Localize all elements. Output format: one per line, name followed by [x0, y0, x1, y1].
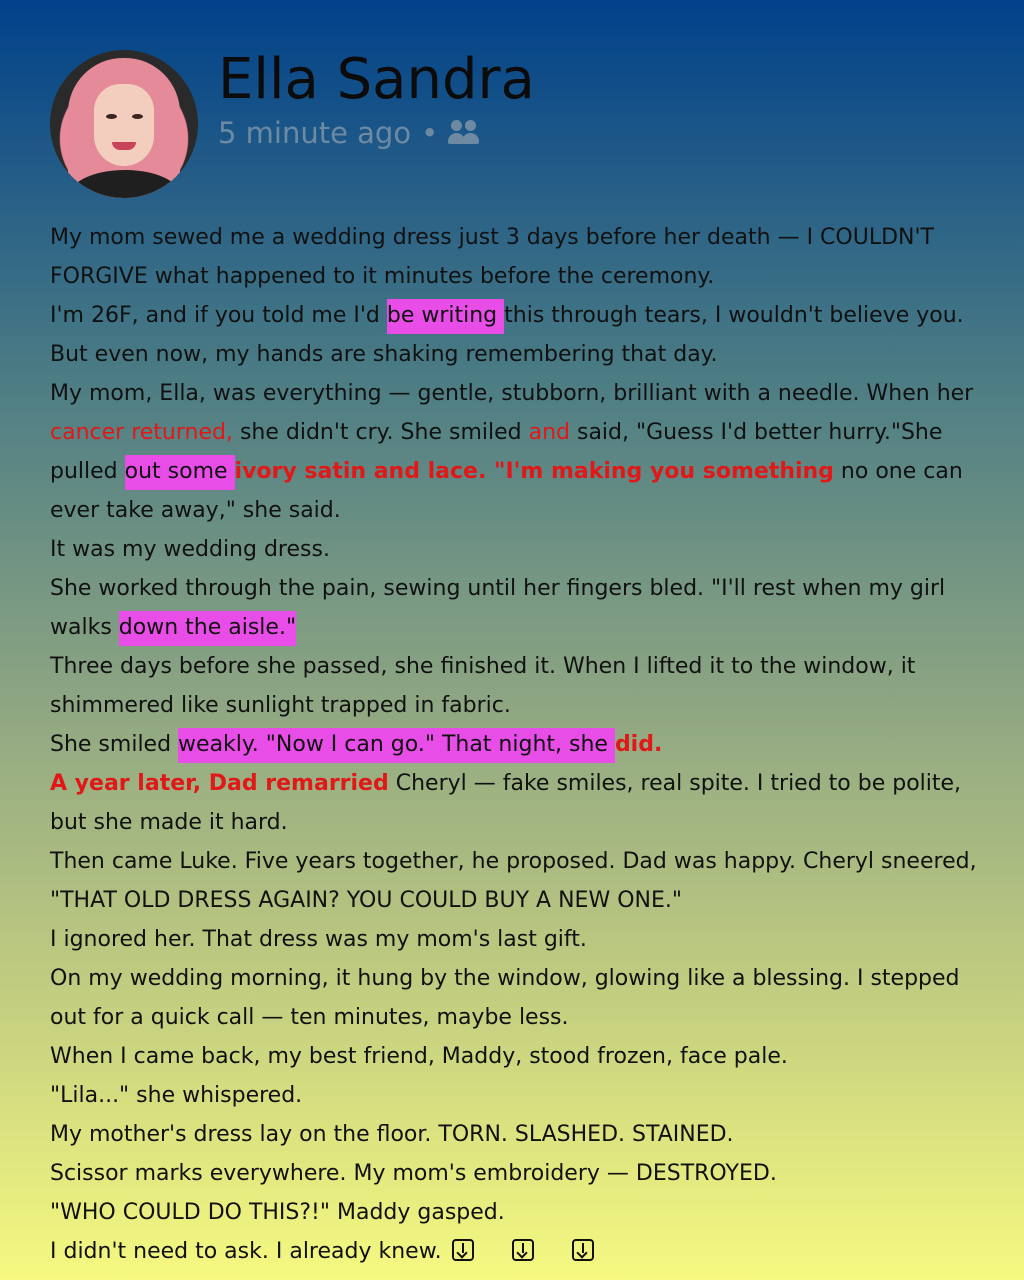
- post-paragraph: It was my wedding dress.: [50, 537, 330, 562]
- post-paragraph: Three days before she passed, she finished it. When I lifted it to the window, it shimmered like sunlight trapped in fabric.: [50, 654, 916, 718]
- post-paragraph: My mother's dress lay on the floor. TORN. SLASHED. STAINED.: [50, 1122, 734, 1147]
- post-header: [50, 47, 990, 200]
- avatar[interactable]: [50, 50, 198, 198]
- highlight: weakly. "Now I can go." That night, she: [178, 728, 615, 763]
- post-paragraph: "WHO COULD DO THIS?!" Maddy gasped.: [50, 1200, 505, 1225]
- down-arrow-box-icon: [452, 1239, 474, 1261]
- post-paragraph: A year later, Dad remarried Cheryl — fake smiles, real spite. I tried to be polite, but she made it hard.: [50, 771, 962, 835]
- post-paragraph: I'm 26F, and if you told me I'd be writing this through tears, I wouldn't believe you.: [50, 296, 980, 335]
- post-time[interactable]: 5 minute ago: [218, 116, 412, 150]
- avatar-face: [94, 84, 154, 166]
- highlight: down the aisle.": [119, 611, 296, 646]
- post-paragraph: "Lila..." she whispered.: [50, 1083, 303, 1108]
- down-arrow-box-icon: [572, 1239, 594, 1261]
- red-text: and: [528, 420, 570, 445]
- post-meta: [218, 116, 480, 150]
- meta-separator: •: [421, 116, 439, 150]
- post-paragraph: When I came back, my best friend, Maddy, stood frozen, face pale.: [50, 1044, 788, 1069]
- post-paragraph: My mom sewed me a wedding dress just 3 days before her death — I COULDN'T FORGIVE what happened to it minutes before the ceremony.: [50, 225, 934, 289]
- avatar-eye: [132, 114, 143, 119]
- post-paragraph: My mom, Ella, was everything — gentle, stubborn, brilliant with a needle. When her cancer returned, she didn't cry. She smiled and said, "Guess I'd better hurry."She pulled out some ivory satin and lace. "I'm making you something no one can ever take away," she said.: [50, 381, 974, 523]
- down-arrow-box-icon: [512, 1239, 534, 1261]
- red-bold-text: A year later, Dad remarried: [50, 771, 389, 796]
- red-text: cancer returned,: [50, 420, 233, 445]
- highlight: out some: [125, 455, 235, 490]
- avatar-eye: [106, 114, 117, 119]
- post-paragraph: She worked through the pain, sewing until her fingers bled. "I'll rest when my girl walks down the aisle.": [50, 569, 980, 647]
- post-paragraph: But even now, my hands are shaking remembering that day.: [50, 342, 718, 367]
- post-paragraph: I didn't need to ask. I already knew.: [50, 1232, 980, 1271]
- profile-name[interactable]: Ella Sandra: [218, 47, 535, 112]
- post-paragraph: Scissor marks everywhere. My mom's embroidery — DESTROYED.: [50, 1161, 777, 1186]
- post-paragraph: On my wedding morning, it hung by the window, glowing like a blessing. I stepped out for a quick call — ten minutes, maybe less.: [50, 966, 960, 1030]
- red-bold-text: ivory satin and lace. "I'm making you something: [234, 459, 834, 484]
- post-paragraph: She smiled weakly. "Now I can go." That night, she did.: [50, 725, 980, 764]
- post-body: [50, 218, 980, 1271]
- post-paragraph: I ignored her. That dress was my mom's last gift.: [50, 927, 587, 952]
- post-paragraph: Then came Luke. Five years together, he proposed. Dad was happy. Cheryl sneered, "THAT OLD DRESS AGAIN? YOU COULD BUY A NEW ONE.": [50, 849, 977, 913]
- friends-icon[interactable]: [448, 120, 480, 146]
- red-bold-text: did.: [614, 732, 663, 757]
- highlight: be writing: [387, 299, 504, 334]
